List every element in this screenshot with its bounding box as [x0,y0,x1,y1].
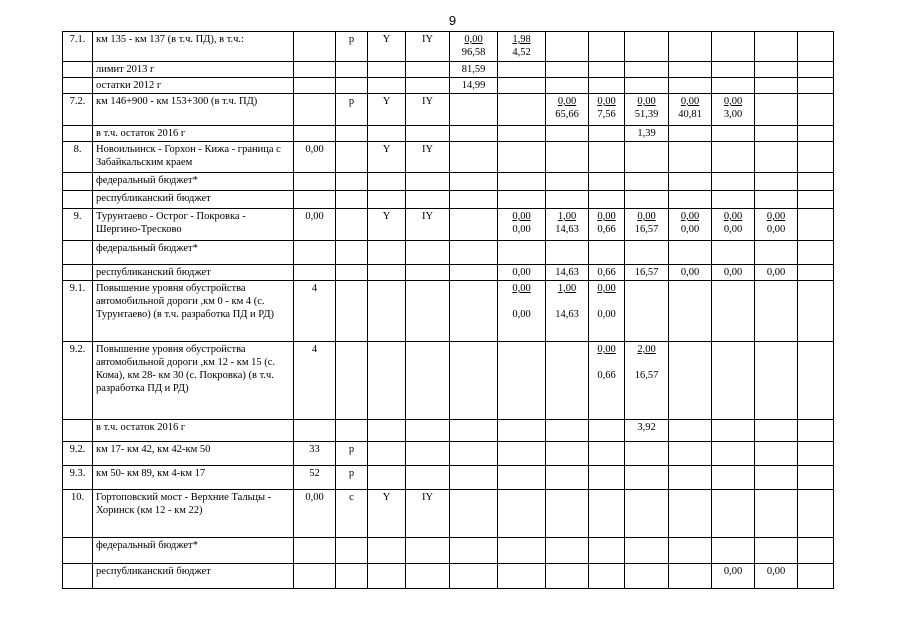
row-number: 8. [63,142,93,173]
cell: 1,00 14,63 [546,209,589,241]
cell: 0,00 51,39 [625,94,669,126]
budget-table [62,31,834,589]
cell: 0,66 [589,265,625,281]
row-name: в т.ч. остаток 2016 г [93,420,294,442]
cell: IY [406,209,450,241]
row-name: км 50- км 89, км 4-км 17 [93,466,294,490]
row-name: федеральный бюджет* [93,241,294,265]
cell: 0,00 [669,265,712,281]
cell: 0,00 0,00 [498,281,546,342]
cell: р [336,32,368,62]
table-row [63,442,834,466]
row-name: федеральный бюджет* [93,538,294,564]
row-number: 10. [63,490,93,538]
cell: 4 [294,281,336,342]
cell: р [336,466,368,490]
cell: с [336,490,368,538]
cell: IY [406,32,450,62]
table-row [63,173,834,191]
table-row [63,420,834,442]
table-row [63,191,834,209]
cell: 0,00 0,00 [589,281,625,342]
cell: 0,00 0,00 [669,209,712,241]
row-number: 7.2. [63,94,93,126]
cell: Y [368,209,406,241]
cell: 16,57 [625,265,669,281]
row-name: Гортоповский мост - Верхние Тальцы - Хоринск (км 12 - км 22) [93,490,294,538]
cell: 0,00 [755,265,798,281]
cell: IY [406,490,450,538]
table-row [63,78,834,94]
table-row [63,265,834,281]
table-row [63,241,834,265]
cell: р [336,442,368,466]
cell: р [336,94,368,126]
cell: 81,59 [450,62,498,78]
cell: 0,00 [712,265,755,281]
row-name: Повышение уровня обустройства автомобильной дороги ,км 12 - км 15 (с. Кома), км 28- км 30 (с. Покровка) (в т.ч. разработка ПД и РД) [93,342,294,420]
row-name: лимит 2013 г [93,62,294,78]
cell: 0,00 [712,564,755,589]
cell: 33 [294,442,336,466]
row-name: км 17- км 42, км 42-км 50 [93,442,294,466]
cell: Y [368,32,406,62]
row-number: 9.3. [63,466,93,490]
row-number: 7.1. [63,32,93,62]
cell: 0,00 [294,209,336,241]
row-name: остатки 2012 г [93,78,294,94]
table-row [63,94,834,126]
cell: 3,92 [625,420,669,442]
row-number: 9.2. [63,342,93,420]
cell: 0,00 0,00 [498,209,546,241]
cell: 0,00 0,66 [589,342,625,420]
cell: 1,98 4,52 [498,32,546,62]
table-row [63,538,834,564]
page-number: 9 [448,13,457,28]
cell: 4 [294,342,336,420]
cell: 14,99 [450,78,498,94]
row-number: 9.2. [63,442,93,466]
cell: 0,00 40,81 [669,94,712,126]
row-name: в т.ч. остаток 2016 г [93,126,294,142]
cell: 0,00 [294,490,336,538]
cell: IY [406,142,450,173]
row-name: Повышение уровня обустройства автомобильной дороги ,км 0 - км 4 (с. Турунтаево) (в т.ч. разработка ПД и РД) [93,281,294,342]
cell: 52 [294,466,336,490]
cell: Y [368,142,406,173]
table-row [63,62,834,78]
table-row [63,466,834,490]
cell: 0,00 [755,564,798,589]
table-row [63,142,834,173]
row-name: км 135 - км 137 (в т.ч. ПД), в т.ч.: [93,32,294,62]
table-row [63,32,834,62]
cell: 0,00 7,56 [589,94,625,126]
cell: 0,00 16,57 [625,209,669,241]
row-number: 9.1. [63,281,93,342]
row-name: км 146+900 - км 153+300 (в т.ч. ПД) [93,94,294,126]
cell: Y [368,490,406,538]
table-row [63,209,834,241]
cell: Y [368,94,406,126]
cell: IY [406,94,450,126]
cell: 0,00 65,66 [546,94,589,126]
cell: 0,00 3,00 [712,94,755,126]
cell: 0,00 0,00 [755,209,798,241]
cell: 14,63 [546,265,589,281]
table-row [63,564,834,589]
cell: 1,00 14,63 [546,281,589,342]
row-number: 9. [63,209,93,241]
row-name: федеральный бюджет* [93,173,294,191]
cell: 2,00 16,57 [625,342,669,420]
cell: 0,00 [498,265,546,281]
row-name: республиканский бюджет [93,265,294,281]
cell: 0,00 0,00 [712,209,755,241]
table-row [63,342,834,420]
cell: 0,00 0,66 [589,209,625,241]
row-name: республиканский бюджет [93,191,294,209]
row-name: Новоильинск - Горхон - Кижа - граница с Забайкальским краем [93,142,294,173]
row-name: республиканский бюджет [93,564,294,589]
cell: 1,39 [625,126,669,142]
table-row [63,281,834,342]
cell: 0,00 96,58 [450,32,498,62]
cell: 0,00 [294,142,336,173]
table-row [63,490,834,538]
table-row [63,126,834,142]
row-name: Турунтаево - Острог - Покровка - Шергино-Тресково [93,209,294,241]
